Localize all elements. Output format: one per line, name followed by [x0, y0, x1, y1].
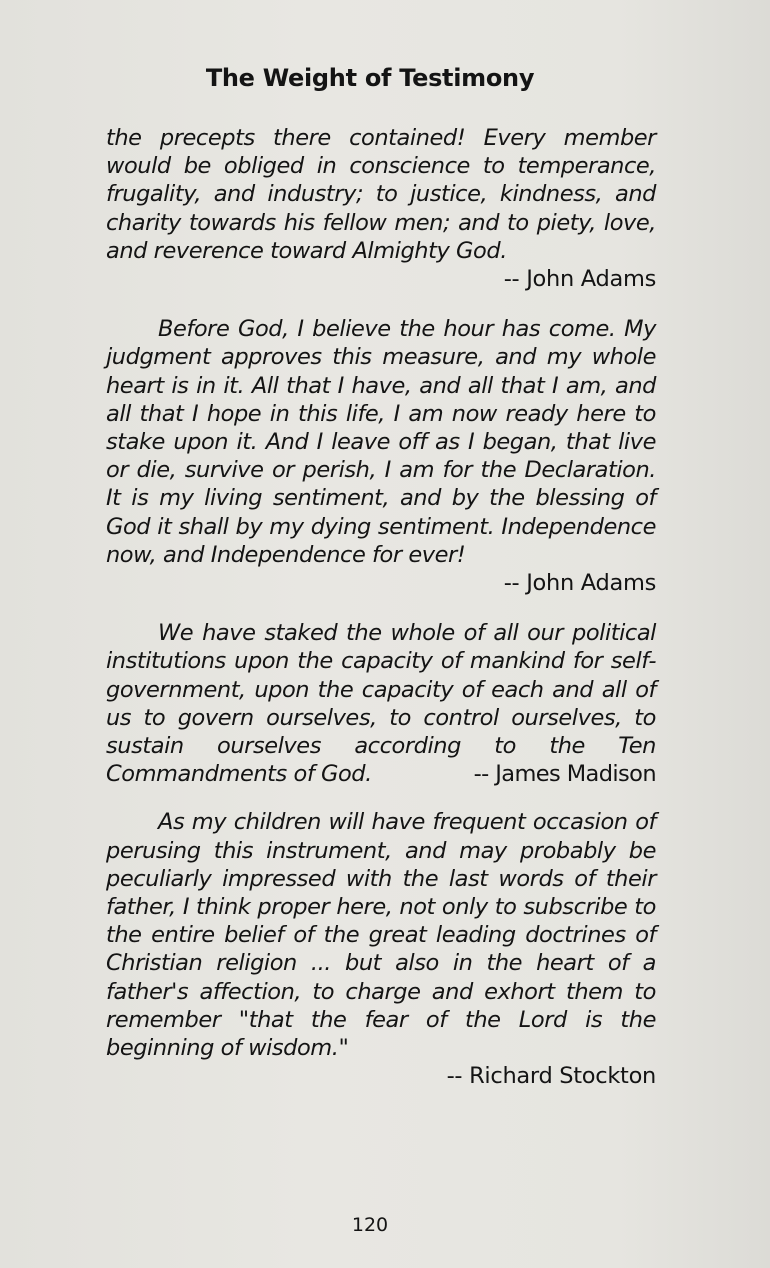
quote-attribution: -- John Adams: [503, 570, 656, 597]
page-body: [106, 124, 656, 1091]
page-number: 120: [351, 1214, 389, 1236]
quote-paragraph: As my children will have frequent occasion of perusing this instrument, and may probably be peculiarly impressed with the last words of their father, I think proper here, not only to subscribe to the entire belief of the great leading doctrines of Christian religion ... but also in the heart of a father's affection, to charge and exhort them to remember "that the fear of the Lord is the beginning of wisdom.": [106, 809, 656, 1062]
quote-paragraph: Before God, I believe the hour has come. My judgment approves this measure, and my whole heart is in it. All that I have, and all that I am, and all that I hope in this life, I am now ready here to stake upon it. And I leave off as I began, that live or die, survive or perish, I am for the Declaration. It is my living sentiment, and by the blessing of God it shall by my dying sentiment. Independence now, and Independence for ever!: [106, 316, 656, 568]
quote-attribution: -- John Adams: [503, 266, 656, 293]
quote-paragraph: the precepts there contained! Every member would be obliged in conscience to temperance, frugality, and industry; to justice, kindness, and charity towards his fellow men; and to piety, love, and reverence toward Almighty God.: [106, 125, 656, 264]
quote-attribution: -- James Madison: [473, 761, 656, 788]
quote-attribution: -- Richard Stockton: [446, 1063, 656, 1090]
quote-text: We have staked the whole of all our political institutions upon the capacity of mankind for self-government, upon the capacity of each and all of us to govern ourselves, to control ourselves, to sustain ourselves according to the Ten Commandments of God.: [106, 620, 656, 788]
running-header: The Weight of Testimony: [205, 64, 535, 92]
quote-paragraph: [106, 619, 656, 788]
